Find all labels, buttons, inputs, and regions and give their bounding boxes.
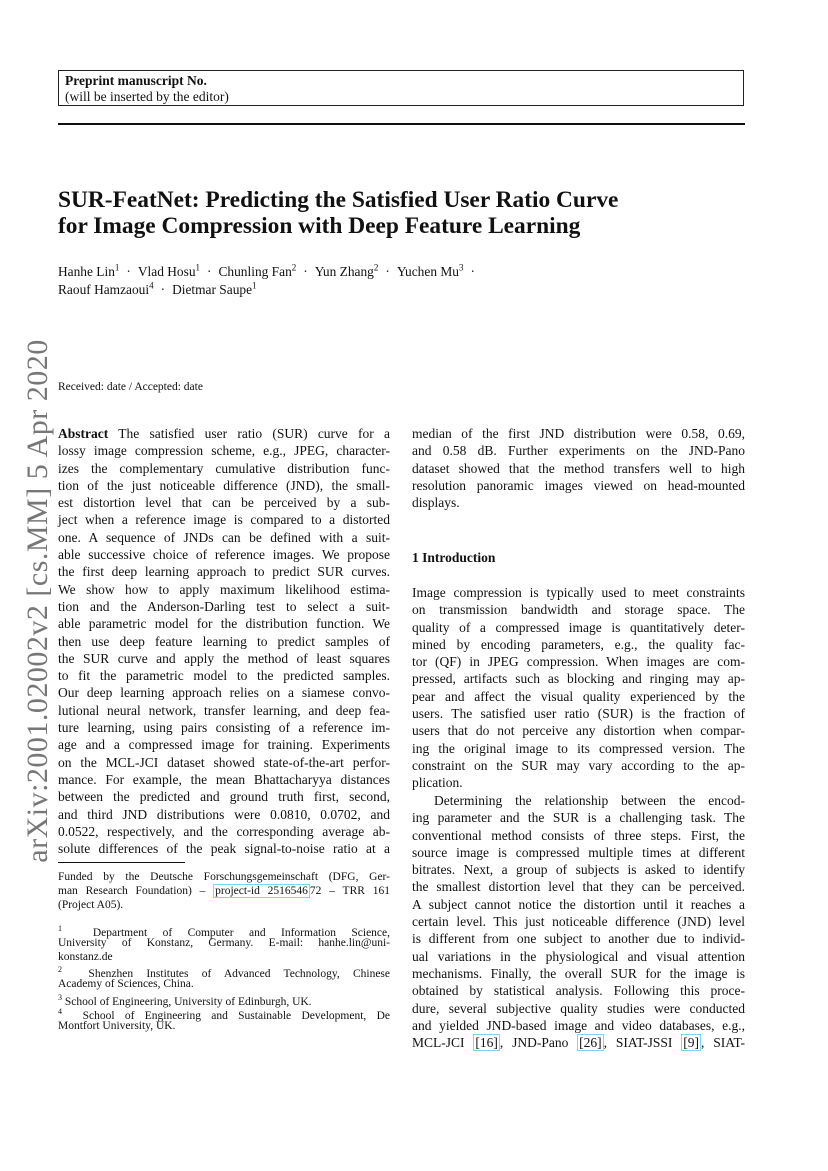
author-separator: · (126, 264, 131, 280)
abstract-line: 0.0522, respectively, and the corresponding average ab- (58, 823, 390, 839)
abstract-line: age and a compressed image for training. Experiments (58, 737, 390, 753)
abstract-line: dataset showed that the method transfers well to high (412, 460, 745, 476)
intro-paragraph-2: Determining the relationship between the encod- ing parameter and the SUR is a challenging task. The conventional method consists of three steps. First, the source image is compressed multiple times at different bitrates. Next, a group of subjects is asked to identify the smallest distortion level that they can be perceived. A subject cannot notice the distortion until it reaches a certain level. This just noticeable difference (JND) level is different from one subject to another due to individ- ual variations in the physiological and visual attention mechanisms. Finally, the overall SUR for the image is obtained by statistical analysis. Following this proce- dure, several subjective quality studies were conducted and yielded JND-based image and video databases, e.g., MCL-JCI [16] , JND-Pano [26] , SIAT-JSSI [9] , SIAT- (412, 793, 745, 1051)
manuscript-header-box (58, 70, 744, 106)
footnote-rule (58, 862, 185, 863)
abstract-line: mance. For example, the mean Bhattacharyya distances (58, 771, 390, 787)
abstract-line: then use deep feature learning to predict samples of (58, 633, 390, 649)
project-id-link[interactable]: project-id 2516546 (215, 885, 308, 897)
abstract-line: tion of the just noticeable difference (JND), the small- (58, 477, 390, 493)
author: Chunling Fan$^2$ (218, 263, 297, 280)
manuscript-number: Preprint manuscript No. (65, 73, 207, 88)
abstract-line: displays. (412, 495, 460, 511)
author-separator: · (207, 264, 212, 280)
paper-title-line-1: SUR-FeatNet: Predicting the Satisfied User Ratio Curve (58, 187, 619, 213)
abstract-line: the first deep learning approach to predict SUR curves. (58, 564, 390, 580)
author: Dietmar Saupe$^1$ (172, 281, 257, 298)
author: Yuchen Mu$^3$ (396, 263, 464, 280)
abstract-line: to fit the parametric model to the predicted samples. (58, 668, 390, 684)
abstract-line: one. A sequence of JNDs can be defined with a suit- (58, 529, 390, 545)
abstract-line: resolution panoramic images viewed on head-mounted (412, 477, 745, 493)
affiliation-2: $^2$ Shenzhen Institutes of Advanced Technology, Chinese Academy of Sciences, China. (58, 965, 391, 990)
abstract-line: between the predicted and ground truth first, second, (58, 789, 390, 805)
author: Yun Zhang$^2$ (314, 263, 379, 280)
citation-link-9[interactable]: [9] (683, 1035, 700, 1051)
abstract-line: median of the first JND distribution were 0.58, 0.69, (412, 426, 745, 441)
header-rule (58, 123, 745, 125)
section-heading-introduction: 1 Introduction (412, 550, 496, 565)
abstract-line: the SUR curve and apply the method of least squares (58, 650, 390, 666)
affiliation-3: $^3$ School of Engineering, University of Edinburgh, UK. (58, 993, 312, 1008)
arxiv-identifier-stamp: arXiv:2001.02002v2 [cs.MM] 5 Apr 2020 (21, 339, 54, 863)
intro-last-line: MCL-JCI [16] , JND-Pano [26] , SIAT-JSSI [9] , SIAT- (412, 1035, 745, 1051)
abstract-line: tion and the Anderson-Darling test to select a suit- (58, 598, 390, 614)
funding-line: (Project A05). (58, 899, 124, 911)
authors-line-2 (58, 281, 257, 298)
author: Raouf Hamzaoui$^4$ (58, 281, 154, 298)
author-separator: · (303, 264, 308, 280)
abstract-line: lossy image compression scheme, e.g., JPEG, character- (58, 443, 390, 459)
abstract-line: lutional neural network, transfer learning, and deep fea- (58, 702, 390, 718)
abstract-line: solute differences of the peak signal-to-noise ratio at a (58, 841, 390, 857)
abstract-left-column (58, 425, 390, 857)
author-separator: · (470, 264, 475, 280)
author-separator: · (385, 264, 390, 280)
abstract-label: Abstract (58, 426, 109, 441)
abstract-line: able successive choice of reference images. We propose (58, 547, 390, 563)
abstract-line: Our deep learning approach relies on a siamese convo- (58, 685, 390, 701)
affiliation-1: $^1$ Department of Computer and Information Science, University of Konstanz, Germany. E-mail: hanhe.lin@uni- konstanz.de (58, 924, 391, 963)
affiliation-4: $^4$ School of Engineering and Sustainable Development, De Montfort University, UK. (58, 1007, 391, 1032)
abstract-line: and 0.58 dB. Further experiments on the JND-Pano (412, 443, 745, 459)
author: Vlad Hosu$^1$ (137, 263, 201, 280)
intro-paragraph-1: Image compression is typically used to meet constraints on transmission bandwidth and storage space. The quality of a compressed image is quantitatively deter- mined by encoding parameters, e.g., the quality fac- tor (QF) in JPEG compression. When images are com- pressed, artifacts such as blocking and ringing may ap- pear and affect the visual quality experienced by the users. The satisfied user ratio (SUR) is the fraction of users that do not perceive any distortion when compar- ing the original image to its compressed version. The constraint on the SUR may vary according to the ap- plication. (412, 585, 745, 791)
author: Hanhe Lin$^1$ (58, 263, 120, 280)
abstract-line: Abstract The satisfied user ratio (SUR) curve for a (58, 426, 390, 441)
abstract-continued (412, 425, 745, 511)
funding-line: man Research Foundation) – project-id 2516546 72 – TRR 161 (58, 885, 390, 897)
abstract-line: able parametric model for the distribution function. We (58, 616, 390, 632)
authors-line-1 (58, 263, 482, 280)
abstract-line: ture learning, using pairs consisting of a reference im- (58, 720, 390, 736)
paper-title-line-2: for Image Compression with Deep Feature Learning (58, 213, 581, 239)
editor-note: (will be inserted by the editor) (65, 89, 229, 104)
funding-note (58, 870, 390, 912)
abstract-line: on the MCL-JCI dataset showed state-of-the-art perfor- (58, 754, 390, 770)
citation-link-16[interactable]: [16] (475, 1035, 498, 1051)
abstract-line: izes the complementary cumulative distribution func- (58, 460, 390, 476)
author-separator: · (160, 282, 166, 298)
abstract-line: est distortion level that can be perceived by a sub- (58, 495, 390, 511)
abstract-line: ject when a reference image is compared to a distorted (58, 512, 390, 528)
abstract-line: and third JND distributions were 0.0810, 0.0702, and (58, 806, 390, 822)
abstract-line: We show how to apply maximum likelihood estima- (58, 581, 390, 597)
citation-link-26[interactable]: [26] (579, 1035, 602, 1051)
received-accepted-dates: Received: date / Accepted: date (58, 381, 203, 393)
funding-line: Funded by the Deutsche Forschungsgemeinschaft (DFG, Ger- (58, 871, 390, 883)
